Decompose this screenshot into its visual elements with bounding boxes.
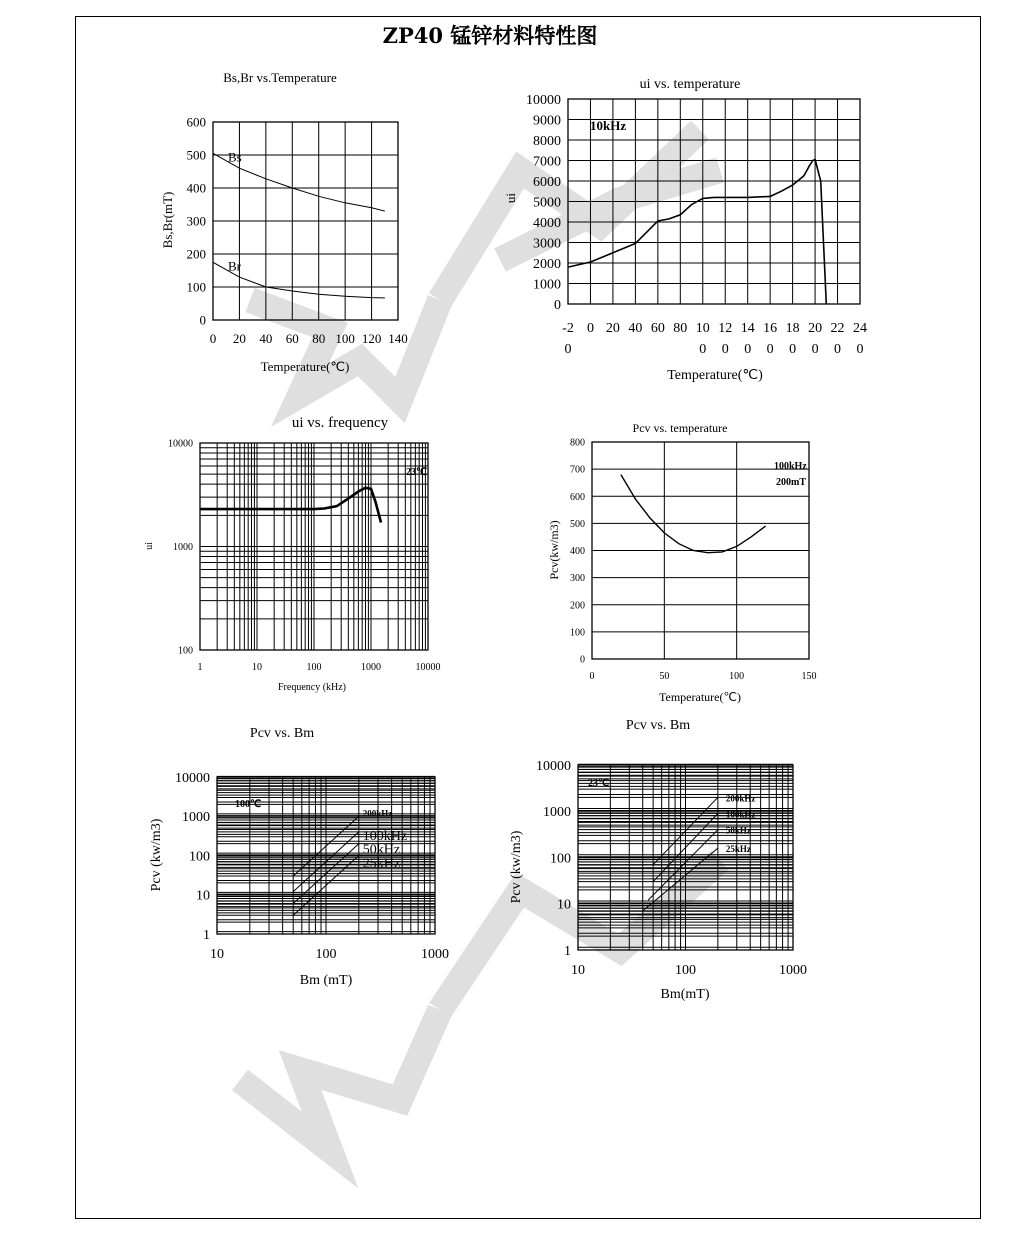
y-tick-label: 3000 — [533, 236, 561, 252]
series-label: 50kHz — [725, 825, 751, 836]
x-tick-label: 0 — [766, 342, 774, 357]
x-tick-label: 0 — [856, 342, 864, 357]
x-tick-label: 80 — [312, 331, 326, 346]
x-tick-label: 0 — [744, 342, 752, 357]
y-tick-label: 0 — [554, 297, 561, 313]
chart-title: ui vs. frequency — [291, 415, 389, 431]
x-tick-label: 80 — [673, 321, 688, 336]
series-label: 25kHz — [362, 856, 401, 872]
y-tick-label: 400 — [186, 180, 206, 196]
series-line-pcv — [621, 475, 766, 553]
grid — [200, 443, 428, 650]
chart-annotation-1: 100kHz — [774, 461, 807, 472]
x-tick-label: 0 — [586, 321, 594, 336]
x-tick-label: 100 — [729, 671, 745, 682]
series-label: 50kHz — [362, 842, 401, 858]
chart-title: Pcv vs. temperature — [632, 421, 728, 435]
y-tick-label: 6000 — [533, 174, 561, 190]
y-tick-label: 600 — [570, 491, 585, 503]
x-axis-label: Temperature(℃) — [667, 368, 763, 383]
series-label: 100kHz — [362, 828, 408, 844]
x-tick-label: 60 — [650, 321, 665, 336]
y-tick-label: 1 — [564, 943, 571, 959]
bsbr-chart — [150, 62, 450, 392]
x-tick-label: 1000 — [361, 662, 381, 673]
x-tick-label: 14 — [740, 321, 755, 336]
x-tick-label: 60 — [285, 331, 299, 346]
chart-title: Pcv vs. Bm — [625, 718, 691, 733]
page-title: ZP40 锰锌材料特性图 — [382, 23, 598, 48]
chart-annotation: 100℃ — [235, 799, 262, 810]
x-tick-label: 24 — [853, 321, 867, 336]
x-tick-label: 20 — [605, 321, 620, 336]
chart-annotation: 23℃ — [406, 467, 428, 478]
x-tick-label: 100 — [315, 947, 337, 962]
x-tick-label: 18 — [785, 321, 800, 336]
pcv-bm-23c-chart — [500, 710, 820, 1010]
y-tick-label: 200 — [186, 246, 206, 262]
y-tick-label: 8000 — [533, 133, 561, 149]
y-tick-label: 2000 — [533, 256, 561, 272]
series-label: 200kHz — [362, 808, 393, 819]
x-tick-label: 1000 — [421, 947, 449, 962]
ui-temperature-chart — [503, 70, 880, 390]
x-tick-label: 1000 — [779, 963, 807, 978]
ui-frequency-chart — [140, 408, 460, 698]
y-tick-label: 10000 — [536, 758, 571, 774]
y-axis-label: Pcv(kw/m3) — [547, 520, 561, 580]
y-tick-label: 300 — [186, 213, 206, 229]
y-tick-label: 9000 — [533, 113, 561, 129]
x-tick-label: 0 — [811, 342, 819, 357]
y-tick-label: 500 — [186, 147, 206, 163]
chart-annotation: 23℃ — [588, 778, 610, 789]
x-tick-label: 20 — [808, 321, 823, 336]
x-tick-label: 10 — [695, 321, 710, 336]
x-tick-label: 20 — [232, 331, 246, 346]
x-tick-label: 40 — [259, 331, 273, 346]
x-tick-label: 10 — [252, 662, 262, 673]
x-tick-label: 50 — [659, 671, 670, 682]
x-tick-label: 0 — [589, 671, 595, 682]
y-tick-label: 5000 — [533, 195, 561, 211]
y-axis-label: Bs,Br(mT) — [160, 191, 175, 249]
y-tick-label: 100 — [178, 645, 193, 657]
x-tick-label: 22 — [830, 321, 845, 336]
y-tick-label: 300 — [570, 573, 585, 585]
y-tick-label: 10000 — [168, 438, 193, 450]
x-tick-label: 40 — [628, 321, 643, 336]
y-tick-label: 800 — [570, 437, 585, 449]
x-tick-label: 150 — [801, 671, 817, 682]
x-tick-label: 0 — [721, 342, 729, 357]
x-tick-label: 0 — [564, 342, 572, 357]
y-axis-label: Pcv (kw/m3) — [509, 830, 524, 904]
series-label: Br — [228, 258, 241, 274]
x-tick-label: 12 — [718, 321, 733, 336]
y-tick-label: 1000 — [182, 810, 210, 826]
x-tick-label: 1 — [197, 662, 203, 673]
y-tick-label: 1 — [203, 927, 210, 943]
x-tick-label: 0 — [789, 342, 797, 357]
x-axis-label: Temperature(℃) — [659, 690, 741, 704]
y-axis-label: Pcv (kw/m3) — [149, 818, 164, 892]
grid — [578, 764, 793, 950]
x-axis-label: Bm(mT) — [660, 987, 710, 1002]
series-label: Bs — [228, 149, 242, 165]
x-tick-label: 100 — [675, 963, 696, 978]
y-tick-label: 100 — [570, 627, 585, 639]
x-axis-label: Frequency (kHz) — [277, 682, 347, 693]
x-tick-label: 140 — [388, 331, 408, 346]
x-tick-label: 0 — [834, 342, 842, 357]
y-tick-label: 600 — [186, 114, 206, 130]
grid — [592, 442, 809, 659]
x-tick-label: 100 — [306, 662, 322, 673]
y-tick-label: 1000 — [173, 542, 193, 553]
y-tick-label: 10 — [196, 888, 210, 904]
y-tick-label: 1000 — [543, 805, 571, 821]
x-tick-label: 0 — [699, 342, 707, 357]
x-tick-label: 16 — [763, 321, 778, 336]
y-tick-label: 4000 — [533, 215, 561, 231]
x-tick-label: -2 — [562, 321, 574, 336]
chart-annotation: 10kHz — [590, 118, 627, 133]
y-tick-label: 10000 — [526, 92, 561, 108]
y-tick-label: 100 — [189, 849, 210, 865]
pcv-temperature-chart — [540, 418, 840, 708]
y-axis-label: ui — [144, 542, 155, 550]
x-tick-label: 0 — [209, 331, 217, 346]
x-tick-label: 100 — [335, 331, 355, 346]
y-tick-label: 700 — [570, 464, 585, 476]
series-label: 25kHz — [725, 844, 751, 855]
y-tick-label: 400 — [570, 546, 585, 557]
pcv-bm-100c-chart — [140, 720, 460, 1000]
y-tick-label: 0 — [580, 654, 585, 666]
y-tick-label: 1000 — [533, 277, 561, 293]
chart-title: ui vs. temperature — [639, 77, 741, 92]
y-tick-label: 500 — [570, 518, 585, 530]
y-tick-label: 0 — [199, 312, 206, 328]
y-axis-label: ui — [503, 192, 518, 204]
chart-annotation-2: 200mT — [776, 477, 806, 488]
y-tick-label: 100 — [550, 851, 571, 867]
x-axis-label: Bm (mT) — [299, 973, 353, 988]
x-tick-label: 10 — [210, 947, 224, 962]
chart-title: Bs,Br vs.Temperature — [223, 70, 337, 85]
chart-title: Pcv vs. Bm — [249, 726, 315, 741]
y-tick-label: 100 — [186, 279, 206, 295]
x-tick-label: 10 — [571, 963, 585, 978]
x-tick-label: 120 — [361, 331, 382, 346]
y-tick-label: 10000 — [175, 770, 210, 786]
y-tick-label: 7000 — [533, 154, 561, 170]
y-tick-label: 10 — [557, 897, 571, 913]
x-axis-label: Temperature(℃) — [260, 359, 350, 374]
x-tick-label: 10000 — [415, 662, 441, 673]
series-label: 100kHz — [725, 809, 756, 820]
y-tick-label: 200 — [570, 600, 585, 612]
series-label: 200kHz — [725, 793, 756, 804]
